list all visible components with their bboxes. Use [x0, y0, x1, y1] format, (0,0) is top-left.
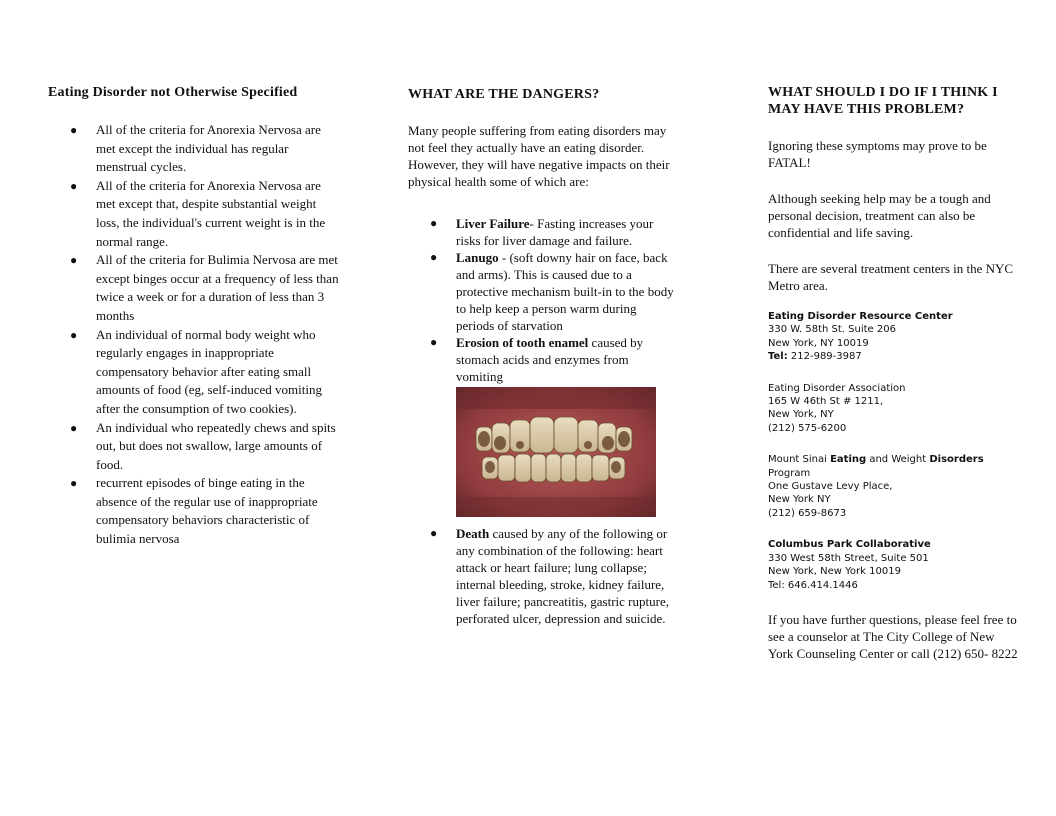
list-item: ● An individual who repeatedly chews and spits out, but does not swallow, large amounts of food. — [70, 419, 336, 472]
bullet-icon: ● — [70, 253, 78, 268]
help-paragraph: Although seeking help may be a tough and personal decision, treatment can also be confidential and life saving. — [768, 191, 991, 240]
center-phone: Tel: 646.414.1446 — [768, 579, 858, 591]
center-city: New York, NY 10019 — [768, 337, 869, 349]
closing-paragraph: If you have further questions, please feel free to see a counselor at The City College of New York Counseling Center or call (212) 650- 8222 — [768, 611, 1018, 661]
center-city: New York NY — [768, 494, 831, 506]
center-address: 330 West 58th Street, Suite 501 — [768, 552, 929, 564]
bullet-icon: ● — [70, 123, 78, 137]
middle-heading: WHAT ARE THE DANGERS? — [408, 87, 600, 102]
criteria-list — [48, 121, 340, 549]
left-column — [48, 84, 340, 549]
middle-column — [408, 86, 674, 627]
list-item: ● Liver Failure- Fasting increases your risks for liver damage and failure. — [430, 216, 654, 248]
center-city: New York, NY — [768, 409, 834, 421]
center-address: 165 W 46th St # 1211, — [768, 396, 884, 408]
bullet-icon: ● — [70, 178, 78, 193]
dangers-list — [408, 215, 674, 627]
center-phone: Tel: 212-989-3987 — [768, 351, 862, 363]
center-columbus-park — [768, 538, 1018, 592]
center-name: Eating Disorder Resource Center — [768, 311, 953, 322]
list-item: ● Death caused by any of the following or any combination of the following: heart attack or heart failure; lung collapse; internal bleeding, stroke, kidney failure, liver failure; pancreatitis, gastric rupture, perforated ulcer, depression and suicide. — [430, 526, 669, 626]
center-eda — [768, 382, 1018, 436]
bullet-icon: ● — [430, 526, 438, 540]
fatal-warning: Ignoring these symptoms may prove to be FATAL! — [768, 138, 987, 170]
list-item: ● recurrent episodes of binge eating in the absence of the regular use of inappropriate compensatory behaviors characteristic of bulimia nervosa — [70, 475, 318, 547]
list-item: ● All of the criteria for Bulimia Nervosa are met except binges occur at a frequency of less than twice a week or for a duration of less than 3 months — [70, 252, 339, 323]
right-heading: WHAT SHOULD I DO IF I THINK I MAY HAVE THIS PROBLEM? — [768, 85, 998, 117]
bullet-icon: ● — [70, 327, 78, 342]
center-address: 330 W. 58th St. Suite 206 — [768, 324, 896, 336]
bullet-icon: ● — [430, 250, 438, 264]
center-name: Eating Disorder Association — [768, 382, 906, 394]
center-edrc — [768, 310, 1018, 364]
list-item: ● Lanugo - (soft downy hair on face, back and arms). This is caused due to a protective mechanism built-in to the body to help keep a person warm during periods of starvation — [430, 250, 674, 333]
center-name: Columbus Park Collaborative — [768, 539, 931, 551]
list-item: ● All of the criteria for Anorexia Nervosa are met except that, despite substantial weight loss, the individual's current weight is in the normal range. — [70, 177, 326, 249]
bullet-icon: ● — [430, 335, 438, 349]
center-name-line2: Program — [768, 467, 811, 479]
bullet-icon: ● — [430, 216, 438, 230]
bullet-icon: ● — [70, 476, 78, 491]
list-item: ● All of the criteria for Anorexia Nervosa are met except the individual has regular menstrual cycles. — [70, 122, 321, 175]
bullet-icon: ● — [70, 420, 78, 435]
dangers-intro: Many people suffering from eating disorders may not feel they actually have an eating disorder. However, they will have negative impacts on their physical health some of which are: — [408, 123, 670, 189]
right-column — [768, 84, 1018, 662]
centers-paragraph: There are several treatment centers in the NYC Metro area. — [768, 261, 1014, 293]
center-phone: (212) 575-6200 — [768, 422, 847, 434]
center-address: One Gustave Levy Place, — [768, 481, 893, 493]
left-heading: Eating Disorder not Otherwise Specified — [48, 85, 298, 100]
tooth-erosion-photo — [456, 387, 656, 517]
teeth-photo-icon — [456, 387, 656, 517]
list-item: ● Erosion of tooth enamel caused by stomach acids and enzymes from vomiting — [408, 334, 674, 517]
center-city: New York, New York 10019 — [768, 566, 901, 578]
center-phone: (212) 659-8673 — [768, 507, 847, 519]
center-mount-sinai — [768, 453, 1018, 520]
list-item: ● An individual of normal body weight who regularly engages in inappropriate compensatory behavior after eating small amounts of food (eg, self-induced vomiting after the consumption of two cookies). — [70, 326, 323, 416]
center-name: Mount Sinai Eating and Weight Disorders — [768, 454, 984, 466]
